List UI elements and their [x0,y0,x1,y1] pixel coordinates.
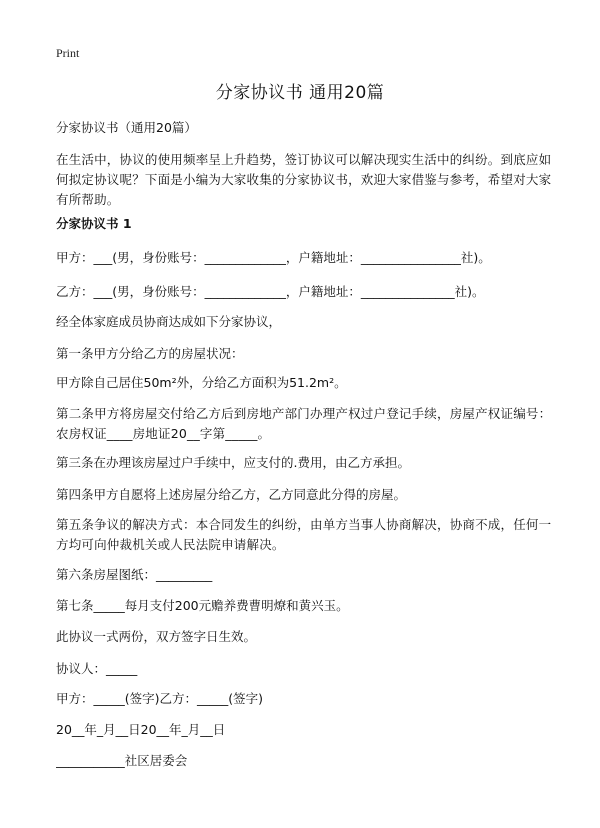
document-subtitle: 分家协议书（通用20篇） [56,120,197,135]
article-2: 第二条甲方将房屋交付给乙方后到房地产部门办理产权过户登记手续，房屋产权证编号：农房权证____房地证20__字第_____。 [56,406,552,441]
article-1-heading: 第一条甲方分给乙方的房屋状况： [56,346,244,361]
article-1-content: 甲方除自己居住50m²外，分给乙方面积为51.2m²。 [56,375,347,390]
committee-line: ___________社区居委会 [56,753,188,768]
party-a-line: 甲方：___(男，身份账号：_____________，户籍地址：________________社)。 [56,250,491,265]
section-heading: 分家协议书 1 [56,216,132,231]
article-5: 第五条争议的解决方式：本合同发生的纠纷，由单方当事人协商解决，协商不成，任何一方均可向仲裁机关或人民法院申请解决。 [56,517,552,552]
article-6: 第六条房屋图纸：_________ [56,567,213,582]
page-title: 分家协议书 通用20篇 [215,83,385,103]
article-7: 第七条_____每月支付200元赡养费曹明燎和黄兴玉。 [56,598,349,613]
date-line: 20__年_月__日20__年_月__日 [56,722,226,737]
effective-clause: 此协议一式两份，双方签字日生效。 [56,629,257,644]
print-link[interactable]: Print [56,46,80,60]
party-b-line: 乙方：___(男，身份账号：_____________，户籍地址：_______________社)。 [56,284,485,299]
signatories-line: 协议人：_____ [56,661,138,676]
article-4: 第四条甲方自愿将上述房屋分给乙方，乙方同意此分得的房屋。 [56,487,407,502]
agreement-intro: 经全体家庭成员协商达成如下分家协议， [56,314,282,329]
article-3: 第三条在办理该房屋过户手续中，应支付的.费用，由乙方承担。 [56,455,410,470]
signature-line: 甲方：_____(签字)乙方：_____(签字) [56,691,264,706]
intro-paragraph: 在生活中，协议的使用频率呈上升趋势，签订协议可以解决现实生活中的纠纷。到底应如何拟定协议呢？下面是小编为大家收集的分家协议书，欢迎大家借鉴与参考，希望对大家有所帮助。 [56,152,552,207]
